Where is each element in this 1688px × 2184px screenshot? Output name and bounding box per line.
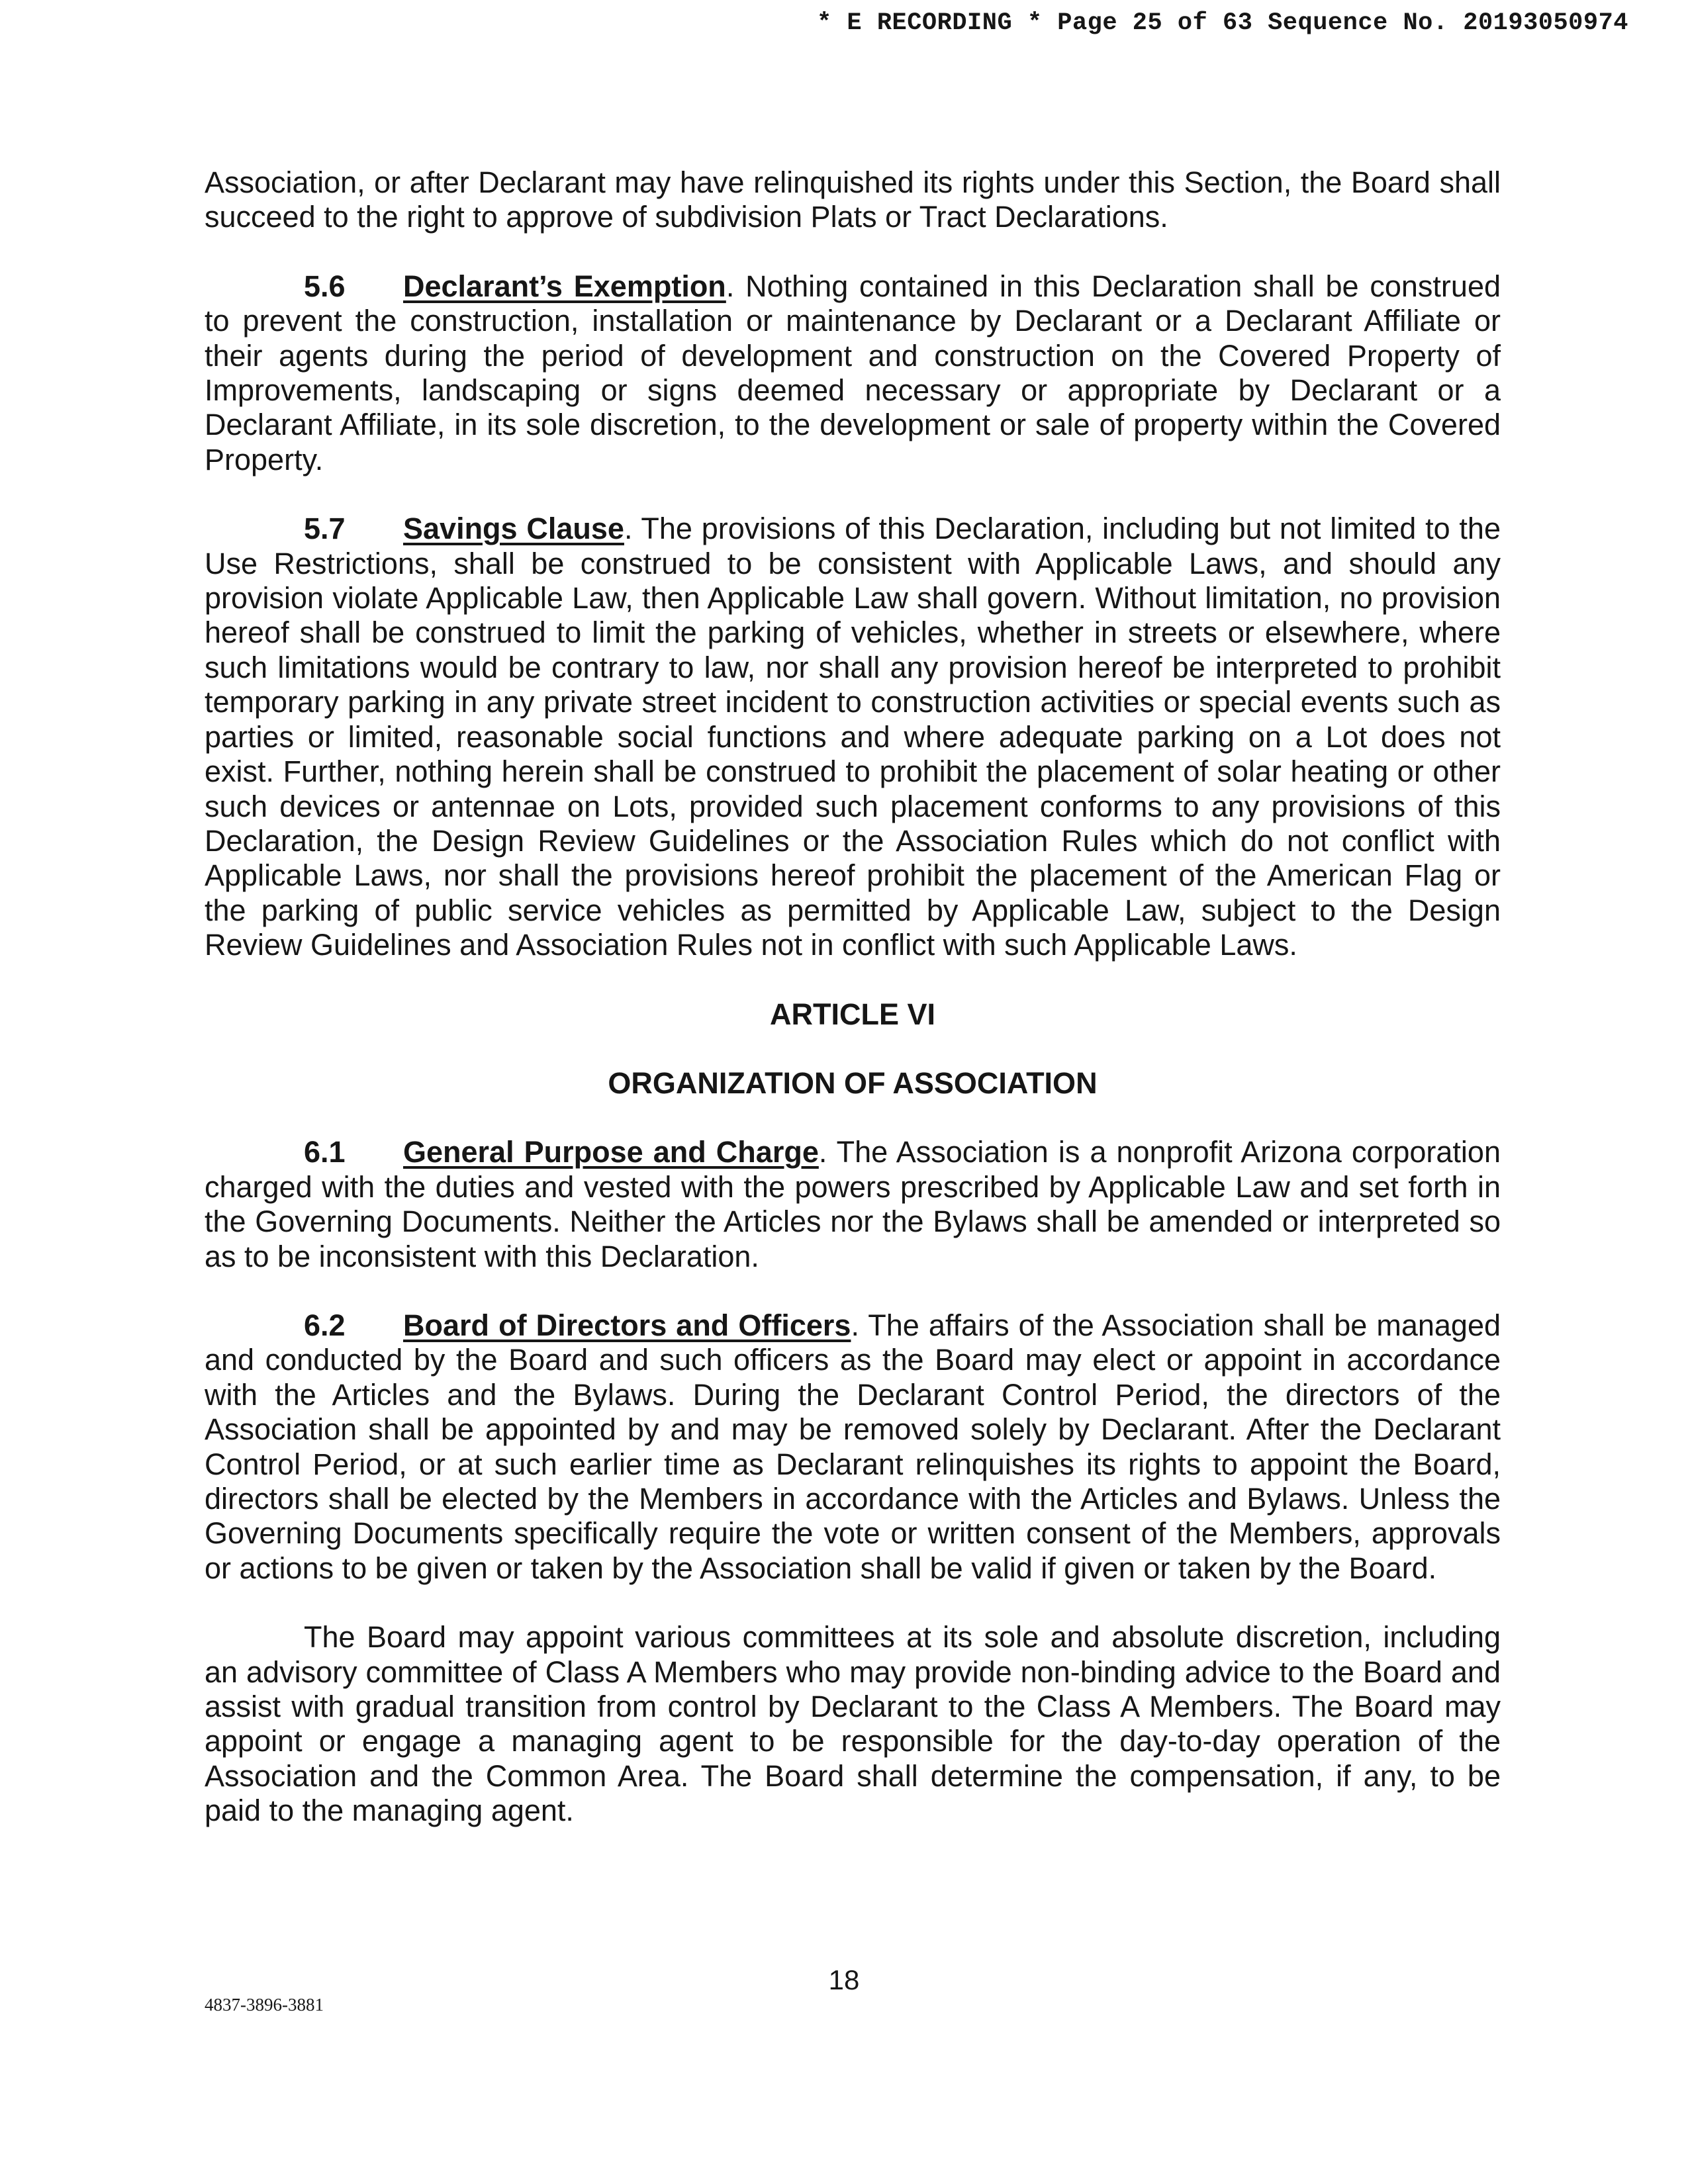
document-id: 4837-3896-3881 (205, 1995, 324, 2015)
section-5-6 (205, 269, 1501, 477)
intro-paragraph: Association, or after Declarant may have relinquished its rights under this Section, the Board shall succeed to the right to approve of subdivision Plats or Tract Declarations. (205, 165, 1501, 234)
section-text: . The provisions of this Declaration, including but not limited to the Use Restrictions, shall be construed to be consistent with Applicable Laws, and should any provision violate Applicable Law, then Applicable Law shall govern. Without limitation, no provision hereof shall be construed to limit the parking of vehicles, whether in streets or elsewhere, where such limitations would be contrary to law, nor shall any provision hereof be interpreted to prohibit temporary parking in any private street incident to construction activities or special events such as parties or limited, reasonable social functions and where adequate parking on a Lot does not exist. Further, nothing herein shall be construed to prohibit the placement of solar heating or other such devices or antennae on Lots, provided such placement conforms to any provisions of this Declaration, the Design Review Guidelines or the Association Rules which do not conflict with Applicable Laws, nor shall the provisions hereof prohibit the placement of the American Flag or the parking of public service vehicles as permitted by Applicable Law, subject to the Design Review Guidelines and Association Rules not in conflict with such Applicable Laws. (205, 512, 1501, 962)
section-text: . The Association is a nonprofit Arizona corporation charged with the duties and vested with the powers prescribed by Applicable Law and set forth in the Governing Documents. Neither the Articles nor the Bylaws shall be amended or interpreted so as to be inconsistent with this Declaration. (205, 1135, 1501, 1273)
section-number: 5.7 (304, 512, 346, 546)
section-text: . Nothing contained in this Declaration shall be construed to prevent the construction, installation or maintenance by Declarant or a Declarant Affiliate or their agents during the period of development and construction on the Covered Property of Improvements, landscaping or signs deemed necessary or appropriate by Declarant or a Declarant Affiliate, in its sole discretion, to the development or sale of property within the Covered Property. (205, 269, 1501, 477)
article-title: ORGANIZATION OF ASSOCIATION (608, 1066, 1098, 1100)
section-number: 5.6 (304, 269, 346, 303)
section-title: Savings Clause (403, 512, 624, 546)
document-body (205, 165, 1501, 1863)
article-label: ARTICLE VI (769, 997, 935, 1031)
page-number: 18 (828, 1964, 860, 1995)
section-text: . The affairs of the Association shall be managed and conducted by the Board and such officers as the Board may elect or appoint in accordance with the Articles and the Bylaws. During the Declarant Control Period, the directors of the Association shall be appointed by and may be removed solely by Declarant. After the Declarant Control Period, or at such earlier time as Declarant relinquishes its rights to appoint the Board, directors shall be elected by the Members in accordance with the Articles and Bylaws. Unless the Governing Documents specifically require the vote or written consent of the Members, approvals or actions to be given or taken by the Association shall be valid if given or taken by the Board. (205, 1308, 1501, 1585)
section-6-2 (205, 1308, 1501, 1586)
section-number: 6.2 (304, 1308, 346, 1342)
section-title: Board of Directors and Officers (403, 1308, 851, 1342)
committees-paragraph: The Board may appoint various committees at its sole and absolute discretion, including an advisory committee of Class A Members who may provide non-binding advice to the Board and assist with gradual transition from control by Declarant to the Class A Members. The Board may appoint or engage a managing agent to be responsible for the day-to-day operation of the Association and the Common Area. The Board shall determine the compensation, if any, to be paid to the managing agent. (205, 1620, 1501, 1828)
section-title: Declarant’s Exemption (403, 269, 726, 303)
section-number: 6.1 (304, 1135, 346, 1169)
section-6-1 (205, 1135, 1501, 1274)
recording-stamp: * E RECORDING * Page 25 of 63 Sequence No. 20193050974 (817, 9, 1628, 37)
section-5-7 (205, 512, 1501, 962)
section-title: General Purpose and Charge (403, 1135, 819, 1169)
